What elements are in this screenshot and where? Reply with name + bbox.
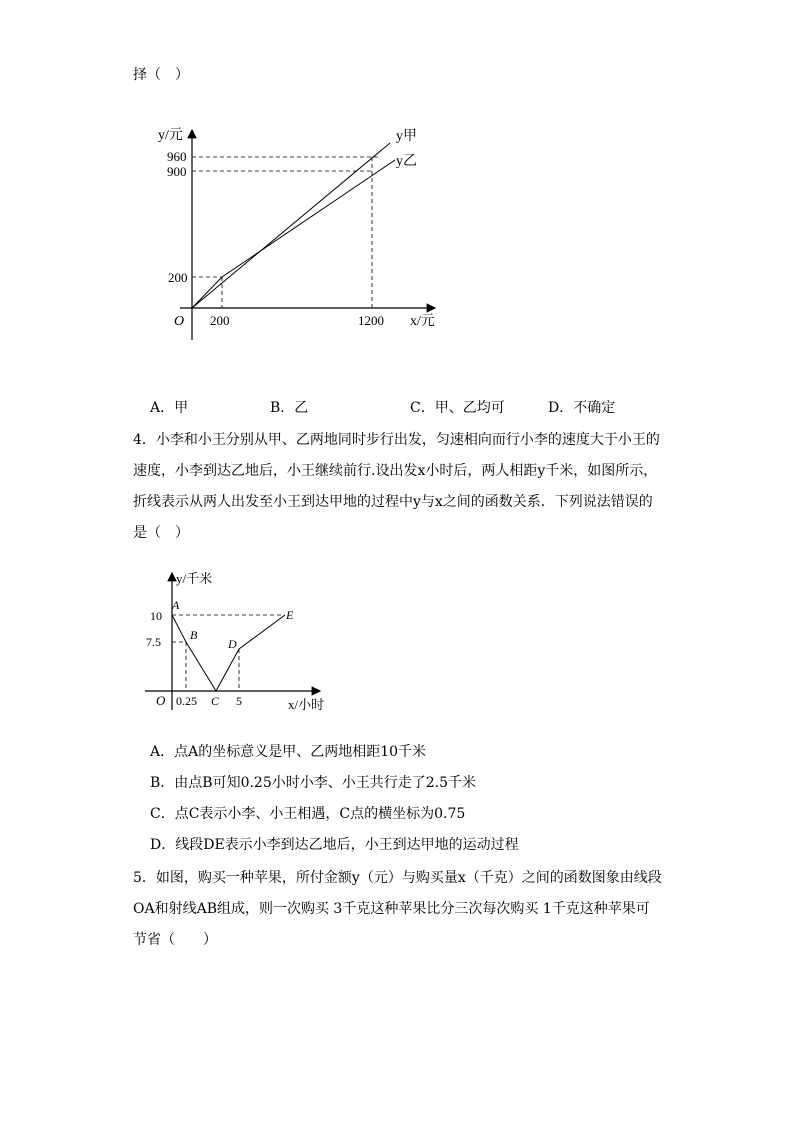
q3-line-jia xyxy=(192,143,390,308)
q4-graph xyxy=(140,565,340,715)
q3-option-b[interactable]: B．乙 xyxy=(270,400,309,416)
q4-stem-line-4: 是（ ） xyxy=(133,525,189,541)
q4-option-a[interactable]: A．点A的坐标意义是甲、乙两地相距10千米 xyxy=(150,744,427,760)
q3-graph xyxy=(150,115,450,345)
q3-tick-1200: 1200 xyxy=(358,313,384,328)
q4-stem-line-1: 4．小李和小王分别从甲、乙两地同时步行出发，匀速相向而行小李的速度大于小王的 xyxy=(133,432,660,448)
q3-y-label: y/元 xyxy=(158,128,183,143)
q4-point-c: C xyxy=(211,694,220,708)
q4-option-b[interactable]: B．由点B可知0.25小时小李、小王共行走了2.5千米 xyxy=(150,775,477,791)
q4-y-label: y/千米 xyxy=(176,571,213,586)
q5-stem-line-1: 5．如图，购买一种苹果，所付金额y（元）与购买量x（千克）之间的函数图象由线段 xyxy=(133,870,662,886)
q3-line-yi xyxy=(192,160,395,308)
q4-point-e: E xyxy=(286,608,294,622)
q3-question-tail: 择（ ） xyxy=(133,67,189,83)
q5-stem-line-2: OA和射线AB组成，则一次购买 3千克这种苹果比分三次每次购买 1千克这种苹果可 xyxy=(133,901,650,917)
q3-origin: O xyxy=(174,314,185,329)
q3-label-jia: y甲 xyxy=(396,129,417,144)
q3-option-d[interactable]: D．不确定 xyxy=(548,400,616,416)
q4-tick-5: 5 xyxy=(236,694,242,708)
q3-option-a[interactable]: A．甲 xyxy=(150,400,189,416)
q4-point-d: D xyxy=(228,637,237,651)
q3-tick-960: 960 xyxy=(167,149,187,164)
q3-option-c[interactable]: C．甲、乙均可 xyxy=(410,400,505,416)
q4-tick-10: 10 xyxy=(150,609,162,623)
q4-tick-7.5: 7.5 xyxy=(146,635,161,649)
q4-origin: O xyxy=(156,693,166,708)
q4-point-a: A xyxy=(172,598,180,612)
q4-option-c[interactable]: C．点C表示小李、小王相遇，C点的横坐标为0.75 xyxy=(150,806,466,822)
q4-option-d[interactable]: D．线段DE表示小李到达乙地后，小王到达甲地的运动过程 xyxy=(150,837,519,853)
q4-stem-line-3: 折线表示从两人出发至小王到达甲地的过程中y与x之间的函数关系．下列说法错误的 xyxy=(133,494,653,510)
q3-tick-200y: 200 xyxy=(168,270,188,285)
q3-tick-200x: 200 xyxy=(210,313,230,328)
q4-point-b: B xyxy=(190,628,198,642)
q4-x-label: x/小时 xyxy=(288,697,325,712)
q4-polyline xyxy=(172,615,285,691)
q3-x-label: x/元 xyxy=(410,314,435,329)
q4-stem-line-2: 速度，小李到达乙地后，小王继续前行.设出发x小时后，两人相距y千米，如图所示， xyxy=(133,463,658,479)
q3-tick-900: 900 xyxy=(167,164,187,179)
q4-tick-0.25: 0.25 xyxy=(176,694,197,708)
q3-label-yi: y乙 xyxy=(396,154,417,169)
q5-stem-line-3: 节省（ ） xyxy=(133,932,217,948)
